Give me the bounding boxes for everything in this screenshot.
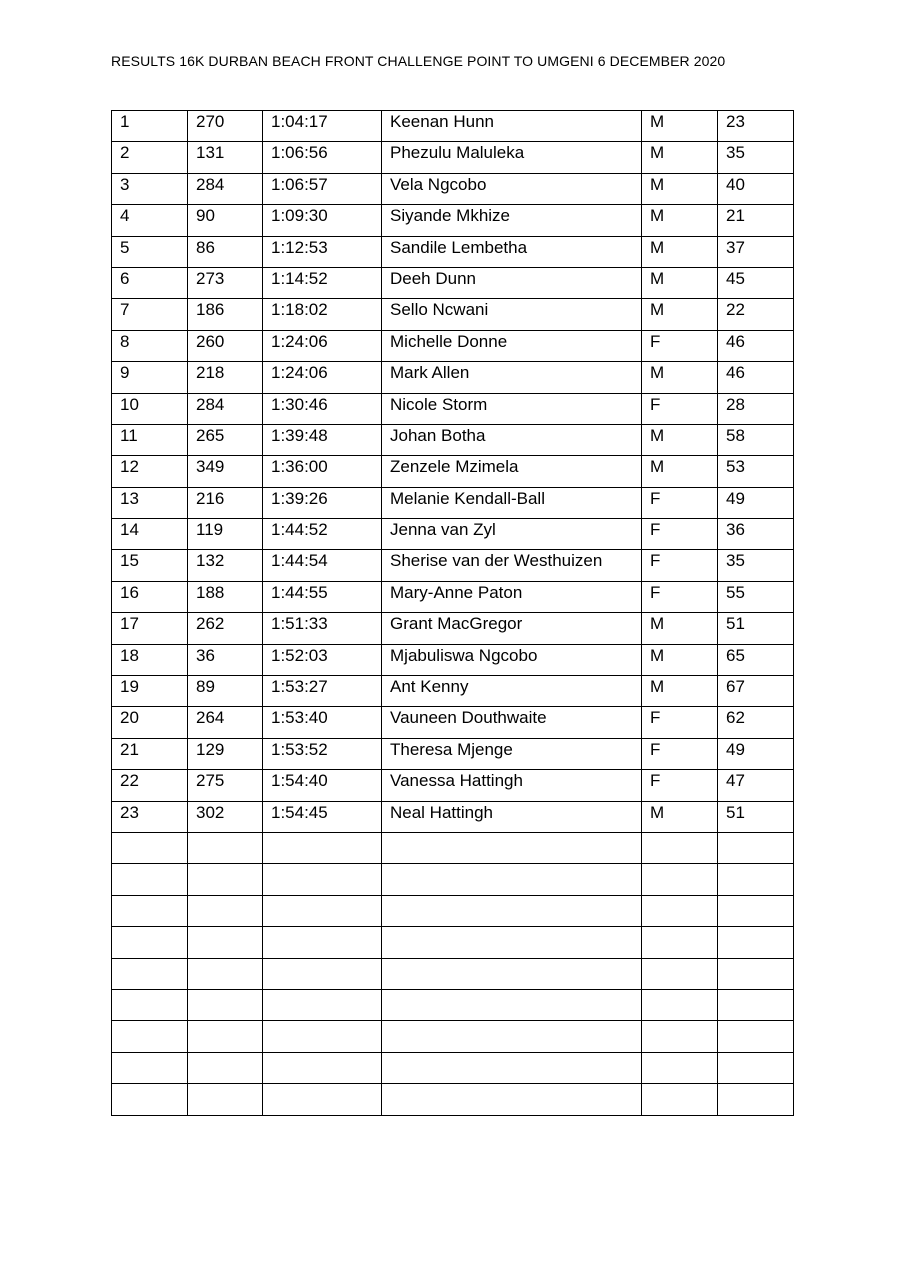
finish-time-cell	[263, 864, 382, 895]
position-cell	[112, 1052, 188, 1083]
race-number-cell: 131	[188, 142, 263, 173]
gender-cell: F	[642, 738, 718, 769]
position-cell: 15	[112, 550, 188, 581]
gender-cell: M	[642, 362, 718, 393]
finish-time-cell: 1:12:53	[263, 236, 382, 267]
finish-time-cell	[263, 1021, 382, 1052]
race-number-cell	[188, 832, 263, 863]
age-cell: 51	[718, 613, 794, 644]
table-row	[112, 832, 794, 863]
age-cell: 37	[718, 236, 794, 267]
runner-name-cell: Johan Botha	[382, 424, 642, 455]
gender-cell: F	[642, 487, 718, 518]
finish-time-cell: 1:53:52	[263, 738, 382, 769]
age-cell: 35	[718, 142, 794, 173]
finish-time-cell: 1:52:03	[263, 644, 382, 675]
gender-cell: M	[642, 142, 718, 173]
gender-cell: M	[642, 299, 718, 330]
age-cell: 46	[718, 362, 794, 393]
gender-cell	[642, 895, 718, 926]
table-row	[112, 362, 794, 393]
runner-name-cell: Sherise van der Westhuizen	[382, 550, 642, 581]
age-cell	[718, 1021, 794, 1052]
finish-time-cell: 1:06:56	[263, 142, 382, 173]
runner-name-cell: Sandile Lembetha	[382, 236, 642, 267]
age-cell	[718, 895, 794, 926]
gender-cell	[642, 958, 718, 989]
race-number-cell	[188, 864, 263, 895]
race-number-cell	[188, 989, 263, 1020]
finish-time-cell: 1:30:46	[263, 393, 382, 424]
runner-name-cell: Theresa Mjenge	[382, 738, 642, 769]
race-number-cell: 275	[188, 770, 263, 801]
race-number-cell: 265	[188, 424, 263, 455]
age-cell	[718, 864, 794, 895]
gender-cell: F	[642, 770, 718, 801]
position-cell	[112, 989, 188, 1020]
runner-name-cell: Grant MacGregor	[382, 613, 642, 644]
age-cell: 28	[718, 393, 794, 424]
runner-name-cell: Deeh Dunn	[382, 267, 642, 298]
position-cell: 6	[112, 267, 188, 298]
position-cell	[112, 927, 188, 958]
gender-cell	[642, 1084, 718, 1115]
position-cell	[112, 1084, 188, 1115]
race-number-cell: 302	[188, 801, 263, 832]
race-number-cell: 273	[188, 267, 263, 298]
table-row	[112, 958, 794, 989]
race-number-cell: 129	[188, 738, 263, 769]
position-cell	[112, 1021, 188, 1052]
position-cell: 5	[112, 236, 188, 267]
race-number-cell: 218	[188, 362, 263, 393]
table-row	[112, 1052, 794, 1083]
position-cell: 2	[112, 142, 188, 173]
runner-name-cell: Vauneen Douthwaite	[382, 707, 642, 738]
results-table	[111, 110, 794, 1116]
age-cell: 49	[718, 487, 794, 518]
age-cell: 40	[718, 173, 794, 204]
finish-time-cell	[263, 895, 382, 926]
table-row	[112, 1021, 794, 1052]
finish-time-cell: 1:39:26	[263, 487, 382, 518]
runner-name-cell: Keenan Hunn	[382, 111, 642, 142]
runner-name-cell: Mjabuliswa Ngcobo	[382, 644, 642, 675]
position-cell: 16	[112, 581, 188, 612]
runner-name-cell: Sello Ncwani	[382, 299, 642, 330]
finish-time-cell: 1:06:57	[263, 173, 382, 204]
position-cell	[112, 895, 188, 926]
position-cell	[112, 864, 188, 895]
race-number-cell	[188, 958, 263, 989]
position-cell: 21	[112, 738, 188, 769]
finish-time-cell: 1:39:48	[263, 424, 382, 455]
table-row	[112, 801, 794, 832]
age-cell	[718, 1084, 794, 1115]
gender-cell	[642, 1021, 718, 1052]
gender-cell	[642, 927, 718, 958]
race-number-cell: 264	[188, 707, 263, 738]
results-table-body	[112, 111, 794, 1116]
finish-time-cell: 1:09:30	[263, 205, 382, 236]
race-number-cell	[188, 1084, 263, 1115]
age-cell: 67	[718, 676, 794, 707]
table-row	[112, 738, 794, 769]
race-number-cell: 132	[188, 550, 263, 581]
finish-time-cell	[263, 927, 382, 958]
gender-cell: F	[642, 519, 718, 550]
age-cell: 22	[718, 299, 794, 330]
age-cell: 51	[718, 801, 794, 832]
gender-cell: M	[642, 267, 718, 298]
race-number-cell	[188, 895, 263, 926]
position-cell: 11	[112, 424, 188, 455]
runner-name-cell: Neal Hattingh	[382, 801, 642, 832]
finish-time-cell: 1:54:40	[263, 770, 382, 801]
position-cell: 14	[112, 519, 188, 550]
age-cell	[718, 989, 794, 1020]
position-cell: 17	[112, 613, 188, 644]
runner-name-cell: Melanie Kendall-Ball	[382, 487, 642, 518]
finish-time-cell: 1:24:06	[263, 330, 382, 361]
table-row	[112, 205, 794, 236]
runner-name-cell	[382, 895, 642, 926]
race-number-cell	[188, 927, 263, 958]
position-cell: 7	[112, 299, 188, 330]
age-cell	[718, 1052, 794, 1083]
runner-name-cell	[382, 864, 642, 895]
age-cell	[718, 958, 794, 989]
age-cell: 65	[718, 644, 794, 675]
finish-time-cell: 1:53:40	[263, 707, 382, 738]
finish-time-cell: 1:54:45	[263, 801, 382, 832]
age-cell: 58	[718, 424, 794, 455]
finish-time-cell: 1:51:33	[263, 613, 382, 644]
gender-cell: M	[642, 173, 718, 204]
table-row	[112, 424, 794, 455]
runner-name-cell	[382, 927, 642, 958]
race-number-cell: 119	[188, 519, 263, 550]
position-cell: 23	[112, 801, 188, 832]
position-cell	[112, 832, 188, 863]
runner-name-cell	[382, 989, 642, 1020]
gender-cell: M	[642, 205, 718, 236]
table-row	[112, 1084, 794, 1115]
age-cell: 53	[718, 456, 794, 487]
table-row	[112, 111, 794, 142]
age-cell: 62	[718, 707, 794, 738]
runner-name-cell: Phezulu Maluleka	[382, 142, 642, 173]
race-number-cell: 89	[188, 676, 263, 707]
finish-time-cell: 1:44:52	[263, 519, 382, 550]
position-cell: 1	[112, 111, 188, 142]
table-row	[112, 864, 794, 895]
race-number-cell: 186	[188, 299, 263, 330]
table-row	[112, 613, 794, 644]
finish-time-cell: 1:04:17	[263, 111, 382, 142]
finish-time-cell	[263, 958, 382, 989]
table-row	[112, 299, 794, 330]
table-row	[112, 707, 794, 738]
age-cell: 23	[718, 111, 794, 142]
gender-cell: M	[642, 456, 718, 487]
age-cell: 55	[718, 581, 794, 612]
race-number-cell: 270	[188, 111, 263, 142]
position-cell: 3	[112, 173, 188, 204]
age-cell: 47	[718, 770, 794, 801]
runner-name-cell	[382, 832, 642, 863]
race-number-cell	[188, 1052, 263, 1083]
finish-time-cell: 1:24:06	[263, 362, 382, 393]
gender-cell	[642, 864, 718, 895]
race-number-cell: 349	[188, 456, 263, 487]
table-row	[112, 330, 794, 361]
table-row	[112, 393, 794, 424]
gender-cell: M	[642, 644, 718, 675]
gender-cell: M	[642, 801, 718, 832]
runner-name-cell	[382, 1052, 642, 1083]
table-row	[112, 989, 794, 1020]
gender-cell: F	[642, 330, 718, 361]
table-row	[112, 927, 794, 958]
race-number-cell: 188	[188, 581, 263, 612]
runner-name-cell: Mary-Anne Paton	[382, 581, 642, 612]
table-row	[112, 644, 794, 675]
age-cell: 46	[718, 330, 794, 361]
age-cell: 21	[718, 205, 794, 236]
age-cell	[718, 832, 794, 863]
runner-name-cell: Mark Allen	[382, 362, 642, 393]
finish-time-cell: 1:44:55	[263, 581, 382, 612]
gender-cell: M	[642, 424, 718, 455]
finish-time-cell	[263, 989, 382, 1020]
age-cell: 35	[718, 550, 794, 581]
position-cell: 8	[112, 330, 188, 361]
page-title: RESULTS 16K DURBAN BEACH FRONT CHALLENGE POINT TO UMGENI 6 DECEMBER 2020	[111, 53, 726, 69]
race-number-cell: 284	[188, 173, 263, 204]
race-number-cell	[188, 1021, 263, 1052]
position-cell: 19	[112, 676, 188, 707]
race-number-cell: 262	[188, 613, 263, 644]
position-cell: 18	[112, 644, 188, 675]
race-number-cell: 90	[188, 205, 263, 236]
race-number-cell: 284	[188, 393, 263, 424]
gender-cell	[642, 832, 718, 863]
runner-name-cell: Ant Kenny	[382, 676, 642, 707]
gender-cell: M	[642, 676, 718, 707]
runner-name-cell: Michelle Donne	[382, 330, 642, 361]
runner-name-cell	[382, 1084, 642, 1115]
position-cell: 10	[112, 393, 188, 424]
runner-name-cell: Vanessa Hattingh	[382, 770, 642, 801]
finish-time-cell: 1:18:02	[263, 299, 382, 330]
runner-name-cell	[382, 1021, 642, 1052]
table-row	[112, 487, 794, 518]
gender-cell: M	[642, 111, 718, 142]
race-number-cell: 36	[188, 644, 263, 675]
position-cell	[112, 958, 188, 989]
finish-time-cell: 1:53:27	[263, 676, 382, 707]
gender-cell: F	[642, 707, 718, 738]
position-cell: 13	[112, 487, 188, 518]
position-cell: 22	[112, 770, 188, 801]
finish-time-cell	[263, 1052, 382, 1083]
age-cell: 45	[718, 267, 794, 298]
gender-cell: F	[642, 550, 718, 581]
runner-name-cell: Siyande Mkhize	[382, 205, 642, 236]
finish-time-cell	[263, 832, 382, 863]
runner-name-cell	[382, 958, 642, 989]
race-number-cell: 216	[188, 487, 263, 518]
gender-cell: F	[642, 581, 718, 612]
table-row	[112, 550, 794, 581]
table-row	[112, 267, 794, 298]
position-cell: 4	[112, 205, 188, 236]
runner-name-cell: Zenzele Mzimela	[382, 456, 642, 487]
gender-cell: F	[642, 393, 718, 424]
gender-cell: M	[642, 236, 718, 267]
age-cell: 49	[718, 738, 794, 769]
position-cell: 20	[112, 707, 188, 738]
runner-name-cell: Jenna van Zyl	[382, 519, 642, 550]
runner-name-cell: Vela Ngcobo	[382, 173, 642, 204]
race-number-cell: 86	[188, 236, 263, 267]
table-row	[112, 236, 794, 267]
table-row	[112, 676, 794, 707]
table-row	[112, 142, 794, 173]
gender-cell: M	[642, 613, 718, 644]
runner-name-cell: Nicole Storm	[382, 393, 642, 424]
table-row	[112, 770, 794, 801]
finish-time-cell: 1:14:52	[263, 267, 382, 298]
finish-time-cell	[263, 1084, 382, 1115]
age-cell: 36	[718, 519, 794, 550]
table-row	[112, 581, 794, 612]
gender-cell	[642, 1052, 718, 1083]
race-number-cell: 260	[188, 330, 263, 361]
position-cell: 9	[112, 362, 188, 393]
position-cell: 12	[112, 456, 188, 487]
table-row	[112, 519, 794, 550]
table-row	[112, 456, 794, 487]
table-row	[112, 173, 794, 204]
finish-time-cell: 1:36:00	[263, 456, 382, 487]
table-row	[112, 895, 794, 926]
age-cell	[718, 927, 794, 958]
gender-cell	[642, 989, 718, 1020]
finish-time-cell: 1:44:54	[263, 550, 382, 581]
